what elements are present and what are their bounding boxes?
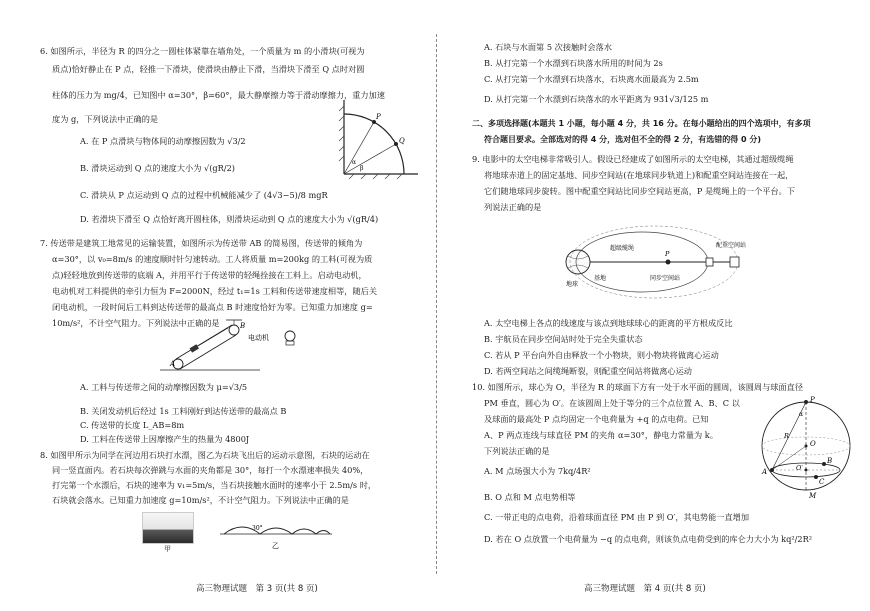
- q8-photo-stone-skipping: [142, 512, 194, 544]
- q7-line4: 电动机对工料提供的牵引力恒为 F=2000N，经过 t₁=1s 工料和传送带速度相等，随后关: [52, 286, 378, 296]
- q10-option-b: B. O 点和 M 点电势相等: [484, 492, 576, 502]
- q10-option-a: A. M 点场强大小为 7kq/4R²: [484, 466, 591, 476]
- q7-figure: [160, 316, 320, 376]
- q7-line2: α=30°，以 v₀=8m/s 的速度顺时针匀速转动。工人将质量 m=200kg 的工料(可视为质: [52, 254, 373, 264]
- q7-option-d: D. 工料在传送带上因摩擦产生的热量为 4800J: [80, 434, 250, 444]
- q10-label-m: M: [809, 492, 817, 500]
- q7-label-a: A: [170, 360, 176, 368]
- q9-line3: 它们随地球同步旋转。图中配重空间站比同步空间站更高，P 是缆绳上的一个平台。下: [484, 186, 796, 196]
- q10-label-o: O: [810, 440, 816, 448]
- q10-line5: 下列说法正确的是: [484, 446, 550, 456]
- q6-line3: 柱体的压力为 mg/4，已知图中 α=30°，β=60°，最大静摩擦力等于滑动摩擦力，重力加速: [52, 90, 385, 100]
- page-left: [0, 0, 434, 611]
- right-page-footer: 高三物理试题 第 4 页(共 8 页): [584, 584, 706, 594]
- q9-label-earth: 地球: [566, 281, 579, 288]
- q9-line2: 将地球赤道上的固定基地、同步空间站(在地球同步轨道上)和配重空间站连接在一起，: [484, 170, 794, 180]
- q10-label-o-prime: O′: [796, 464, 803, 472]
- q10-label-p: P: [810, 396, 815, 404]
- q8-label-yi: 乙: [272, 542, 279, 550]
- page-divider: [436, 34, 437, 574]
- q7-line3: 点)轻轻地放到传送带的底端 A，并用平行于传送带的轻绳拴接在工料上。启动电动机，: [52, 270, 367, 280]
- q7-line1: 7. 传送带是建筑工地常见的运输装置，如图所示为传送带 AB 的简易图，传送带的倾角为: [40, 238, 363, 248]
- q9-option-a: A. 太空电梯上各点的线速度与该点到地球球心的距离的平方根成反比: [484, 318, 733, 328]
- q6-figure: [338, 100, 418, 180]
- q6-option-c: C. 滑块从 P 点运动到 Q 点的过程中机械能减少了 (4√3−5)/8 mgR: [80, 190, 328, 200]
- q8-option-d: D. 从打完第一个水漂到石块落水的水平距离为 931√3/125 m: [484, 94, 709, 104]
- q7-label-motor: 电动机: [248, 334, 269, 342]
- q10-line4: A、P 两点连线与球直径 PM 的夹角 α=30°，静电力常量为 k。: [484, 430, 718, 440]
- q7-line5: 闭电动机，一段时间后工料到达传送带的最高点 B 时速度恰好为零。已知重力加速度 g=: [52, 302, 373, 312]
- q9-space-elevator-figure: [564, 222, 754, 300]
- q6-line4: 度为 g，下列说法中正确的是: [52, 114, 159, 124]
- q6-label-p: P: [376, 113, 381, 121]
- q6-line2: 质点)恰好静止在 P 点，轻推一下滑块，使滑块由静止下滑，当滑块下滑至 Q 点时对圆: [52, 64, 365, 74]
- q10-sphere-figure: [758, 394, 854, 502]
- q10-option-d: D. 若在 O 点放置一个电荷量为 −q 的点电荷，则该负点电荷受到的库仑力大小为 kq²/2R²: [484, 534, 813, 544]
- q6-label-q: Q: [399, 137, 405, 145]
- q6-line1: 6. 如图所示，半径为 R 的四分之一圆柱体紧靠在墙角处，一个质量为 m 的小滑块(可视为: [40, 46, 365, 56]
- q9-option-b: B. 宇航员在同步空间站时处于完全失重状态: [484, 334, 643, 344]
- q6-option-b: B. 滑块运动到 Q 点的速度大小为 √(gR/2): [80, 163, 235, 173]
- q10-label-alpha: α: [799, 411, 804, 418]
- q9-option-d: D. 若两空间站之间缆绳断裂，则配重空间站将做离心运动: [484, 366, 692, 376]
- q7-option-a: A. 工料与传送带之间的动摩擦因数为 μ=√3/5: [80, 382, 248, 392]
- q10-option-c: C. 一带正电的点电荷，沿着球面直径 PM 由 P 到 O′，其电势能一直增加: [484, 512, 750, 522]
- q9-label-cable: 超级缆绳: [610, 245, 635, 252]
- q8-line1: 8. 如图甲所示为同学在河边用石块打水漂，图乙为石块飞出后的运动示意图，石块的运动在: [40, 450, 370, 460]
- q9-line1: 9. 电影中的太空电梯非常吸引人。假设已经建成了如图所示的太空电梯，其通过超级缆绳: [472, 154, 794, 164]
- q10-line3: 及球面的最高处 P 点均固定一个电荷量为 +q 的点电荷。已知: [484, 414, 709, 424]
- q8-label-angle: 30°: [252, 525, 263, 532]
- page-right: [438, 0, 870, 611]
- q6-label-alpha: α: [352, 159, 357, 166]
- q8-label-jia: 甲: [164, 545, 171, 553]
- q6-label-beta: β: [360, 165, 364, 172]
- q8-line2: 同一竖直面内。若石块每次弹跳与水面的夹角都是 30°，每打一个水漂速率损失 40%，: [52, 465, 369, 475]
- q8-option-b: B. 从打完第一个水漂到石块落水所用的时间为 2s: [484, 58, 663, 68]
- q10-label-a: A: [762, 468, 768, 476]
- q8-option-c: C. 从打完第一个水漂到石块落水，石块离水面最高为 2.5m: [484, 74, 699, 84]
- q9-label-sync-station: 同步空间站: [650, 275, 681, 282]
- q10-label-r: R: [784, 432, 789, 440]
- left-page-footer: 高三物理试题 第 3 页(共 8 页): [196, 584, 318, 594]
- q9-label-counterweight: 配重空间站: [716, 242, 747, 249]
- q10-line1: 10. 如图所示，球心为 O，半径为 R 的球面下方有一处于水平面的圆周，该圆周与球面直径: [472, 382, 804, 392]
- q6-option-a: A. 在 P 点滑块与物体间的动摩擦因数为 √3/2: [80, 136, 246, 146]
- q8-line3: 打完第一个水漂后，石块的速率为 v₁=5m/s，当石块接触水面时的速率小于 2.5m/s 时，: [52, 480, 377, 490]
- q10-label-c: C: [819, 478, 825, 486]
- q9-option-c: C. 若从 P 平台向外自由释放一个小物块，则小物块将做离心运动: [484, 350, 719, 360]
- q10-label-b: B: [827, 457, 833, 465]
- q6-option-d: D. 若滑块下滑至 Q 点恰好离开圆柱体，则滑块运动到 Q 点的速度大小为 √(gR/4): [80, 214, 379, 224]
- section2-heading-line1: 二、多项选择题(本题共 1 小题，每小题 4 分，共 16 分。在每小题给出的四个选项中，有多项: [472, 119, 811, 128]
- q10-line2: PM 垂直，圆心为 O′。在该圆周上处于等分的三个点位置 A、B、C 以: [484, 398, 740, 408]
- section2-heading-line2: 符合题目要求。全部选对的得 4 分，选对但不全的得 2 分，有选错的得 0 分): [484, 135, 762, 144]
- q8-line4: 石块就会落水。已知重力加速度 g=10m/s²，不计空气阻力。下列说法中正确的是: [52, 495, 349, 505]
- q7-label-b: B: [240, 322, 246, 330]
- q8-trajectory-figure: [220, 518, 332, 550]
- q9-line4: 列说法正确的是: [484, 202, 542, 212]
- q8-option-a: A. 石块与水面第 5 次接触时会落水: [484, 42, 612, 52]
- q9-label-base: 基地: [594, 275, 607, 282]
- q7-option-c: C. 传送带的长度 L_AB=8m: [80, 420, 185, 430]
- q7-option-b: B. 关闭发动机后经过 1s 工料刚好到达传送带的最高点 B: [80, 406, 287, 416]
- q9-label-p: P: [665, 250, 670, 258]
- q7-line6: 10m/s²，不计空气阻力。下列说法中正确的是: [52, 318, 220, 328]
